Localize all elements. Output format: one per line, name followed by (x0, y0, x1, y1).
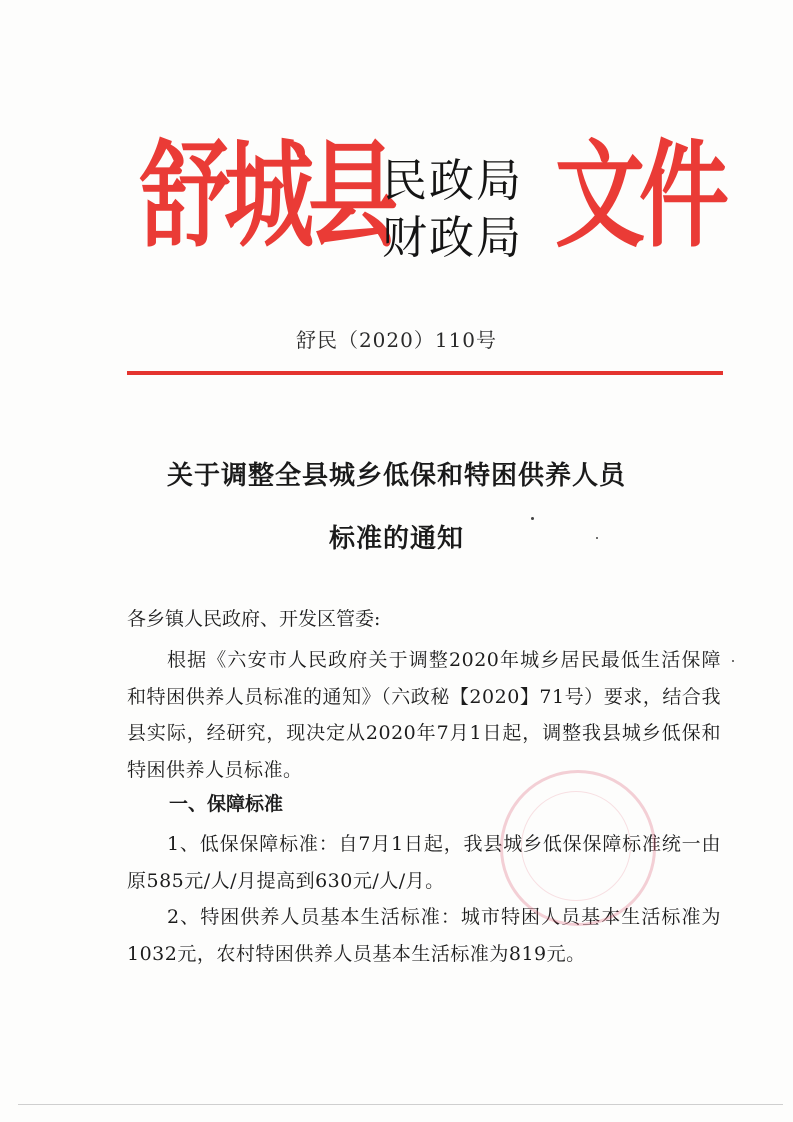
letterhead-dept-civil-affairs: 民政局 (382, 154, 524, 207)
page-bottom-edge-line (18, 1104, 783, 1105)
scan-speck (596, 537, 598, 539)
scan-speck (531, 517, 534, 520)
body-paragraph-subsistence-standard: 1、低保保障标准：自7月1日起，我县城乡低保保障标准统一由原585元/人/月提高到630元/人/月。 (127, 833, 721, 892)
scan-speck (732, 660, 734, 662)
letterhead-county: 舒城县 (140, 127, 392, 264)
body-paragraph-intro: 根据《六安市人民政府关于调整2020年城乡居民最低生活保障和特困供养人员标准的通知》（六政秘【2020】71号）要求，结合我县实际，经研究，现决定从2020年7月1日起，调整我县城乡低保和特困供养人员标准。 (127, 649, 721, 782)
document-title-line2: 标准的通知 (328, 524, 464, 554)
letterhead-dept-finance: 财政局 (382, 211, 524, 264)
salutation: 各乡镇人民政府、开发区管委: (127, 608, 381, 630)
letterhead-document-word: 文件 (555, 127, 723, 264)
red-divider-rule (127, 371, 723, 375)
document-title-line1: 关于调整全县城乡低保和特困供养人员 (166, 461, 626, 491)
body-paragraph-special-support-standard: 2、特困供养人员基本生活标准：城市特困人员基本生活标准为1032元，农村特困供养人员基本生活标准为819元。 (127, 906, 721, 965)
document-number: 舒民（2020）110号 (295, 328, 498, 352)
section-heading-standards: 一、保障标准 (169, 793, 284, 815)
